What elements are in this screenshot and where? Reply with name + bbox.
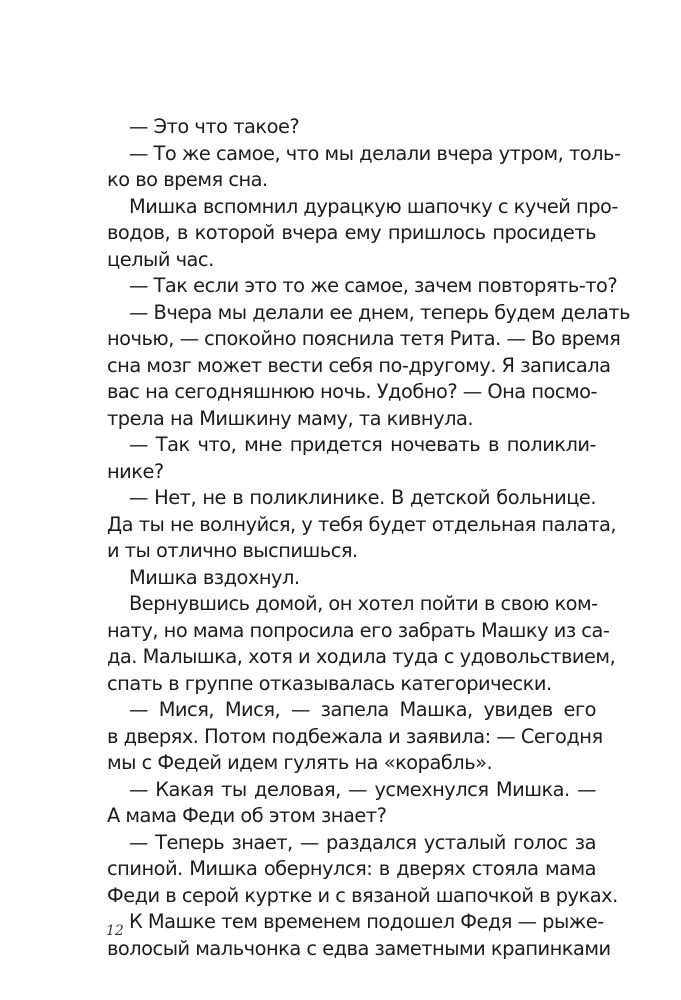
text-line: нату, но мама попросила его забрать Машку из са- [107,618,610,642]
text-line: в дверях. Потом подбежала и заявила: — Сегодня [107,724,603,748]
text-line: целый час. [107,247,214,271]
text-line: Да ты не волнуйся, у тебя будет отдельная палата, [107,512,617,536]
text-line: вас на сегодняшнюю ночь. Удобно? — Она посмо- [107,380,598,403]
text-line: — Какая ты деловая, — усмехнулся Мишка. — [129,777,596,801]
text-line: и ты отлично выспишься. [107,539,358,562]
text-line: — Теперь знает, — раздался усталый голос за [129,830,596,854]
text-line: К Машке тем временем подошел Федя — рыже- [129,910,604,933]
text-line: — Вчера мы делали ее днем, теперь будем делать [129,300,631,324]
text-line: сна мозг может вести себя по-другому. Я записала [107,353,611,377]
text-line: мы с Федей идем гулять на «корабль». [107,751,493,774]
text-line: — Так что, мне придется ночевать в поликли- [129,433,596,456]
text-line: — То же самое, что мы делали вчера утром, толь- [129,141,621,165]
text-line: спать в группе отказывалась категорически. [107,671,552,695]
text-line: трела на Мишкину маму, та кивнула. [107,406,474,430]
text-line: — Так если это то же самое, зачем повторять-то? [129,274,618,297]
text-line: Феди в серой куртке и с вязаной шапочкой в руках. [107,883,618,907]
text-line: Вернувшись домой, он хотел пойти в свою ком- [129,592,598,615]
text-line: да. Малышка, хотя и ходила туда с удовольствием, [107,645,616,668]
text-line: А мама Феди об этом знает? [107,804,387,827]
text-line: ночью, — спокойно пояснила тетя Рита. — Во время [107,327,621,350]
body-text [107,114,631,962]
text-line: ко во время сна. [107,168,268,191]
text-line: нике? [107,459,164,483]
text-line: волосый мальчонка с едва заметными крапинками [107,936,611,960]
text-line: — Нет, не в поликлинике. В детской больнице. [129,486,596,509]
text-line: Мишка вспомнил дурацкую шапочку с кучей про- [129,194,618,218]
page-number: 12 [106,923,124,939]
text-line: спиной. Мишка обернулся: в дверях стояла мама [107,857,596,880]
text-line: водов, в которой вчера ему пришлось просидеть [107,221,596,244]
text-line: Мишка вздохнул. [129,565,300,589]
text-line: — Мися, Мися, — запела Машка, увидев его [129,698,596,721]
text-line: — Это что такое? [129,115,300,138]
